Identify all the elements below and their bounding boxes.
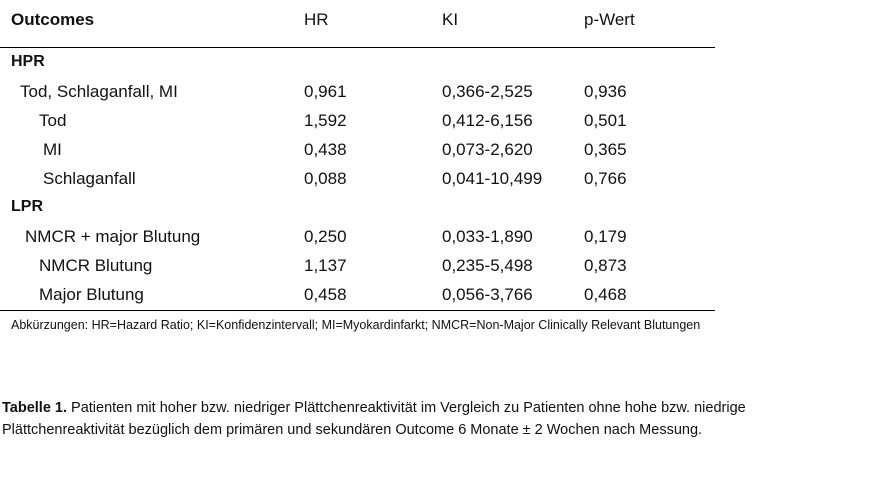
row-hr: 0,438	[304, 140, 347, 159]
row-p: 0,766	[584, 169, 627, 188]
group-label-lpr: LPR	[11, 198, 43, 215]
row-ki: 0,235-5,498	[442, 256, 533, 275]
header-outcomes: Outcomes	[11, 10, 95, 29]
row-hr: 0,088	[304, 169, 347, 188]
row-ki: 0,033-1,890	[442, 227, 533, 246]
row-hr: 1,137	[304, 256, 347, 275]
row-hr: 0,250	[304, 227, 347, 246]
header-rule	[0, 47, 715, 48]
table-caption	[2, 397, 792, 441]
row-p: 0,365	[584, 140, 627, 159]
row-p: 0,179	[584, 227, 627, 246]
row-name: Tod	[39, 111, 67, 130]
row-ki: 0,412-6,156	[442, 111, 533, 130]
row-p: 0,468	[584, 285, 627, 304]
header-ki: KI	[442, 10, 459, 29]
row-ki: 0,056-3,766	[442, 285, 533, 304]
row-name: NMCR + major Blutung	[25, 227, 201, 246]
caption-text: Patienten mit hoher bzw. niedriger Plättchenreaktivität im Vergleich zu Patienten ohne hohe bzw. niedrige Plättchenreaktivität bezüglich dem primären und sekundären Outcome 6 Monate ± 2 Wochen nach Messung.	[2, 400, 746, 438]
row-p: 0,873	[584, 256, 627, 275]
row-name: Schlaganfall	[43, 169, 136, 188]
row-p: 0,936	[584, 82, 627, 101]
row-hr: 1,592	[304, 111, 347, 130]
row-ki: 0,073-2,620	[442, 140, 533, 159]
group-label-hpr: HPR	[11, 53, 45, 70]
row-p: 0,501	[584, 111, 627, 130]
row-hr: 0,961	[304, 82, 347, 101]
row-name: NMCR Blutung	[39, 256, 153, 275]
row-name: Tod, Schlaganfall, MI	[20, 82, 178, 101]
row-name: MI	[43, 140, 62, 159]
abbreviations-note: Abkürzungen: HR=Hazard Ratio; KI=Konfidenzintervall; MI=Myokardinfarkt; NMCR=Non-Major Clinically Relevant Blutungen	[11, 318, 701, 332]
row-ki: 0,041-10,499	[442, 169, 543, 188]
bottom-rule	[0, 310, 715, 311]
row-hr: 0,458	[304, 285, 347, 304]
row-ki: 0,366-2,525	[442, 82, 533, 101]
row-name: Major Blutung	[39, 285, 144, 304]
caption-label: Tabelle 1.	[2, 400, 68, 416]
header-hr: HR	[304, 10, 329, 29]
header-p-wert: p-Wert	[584, 10, 635, 29]
